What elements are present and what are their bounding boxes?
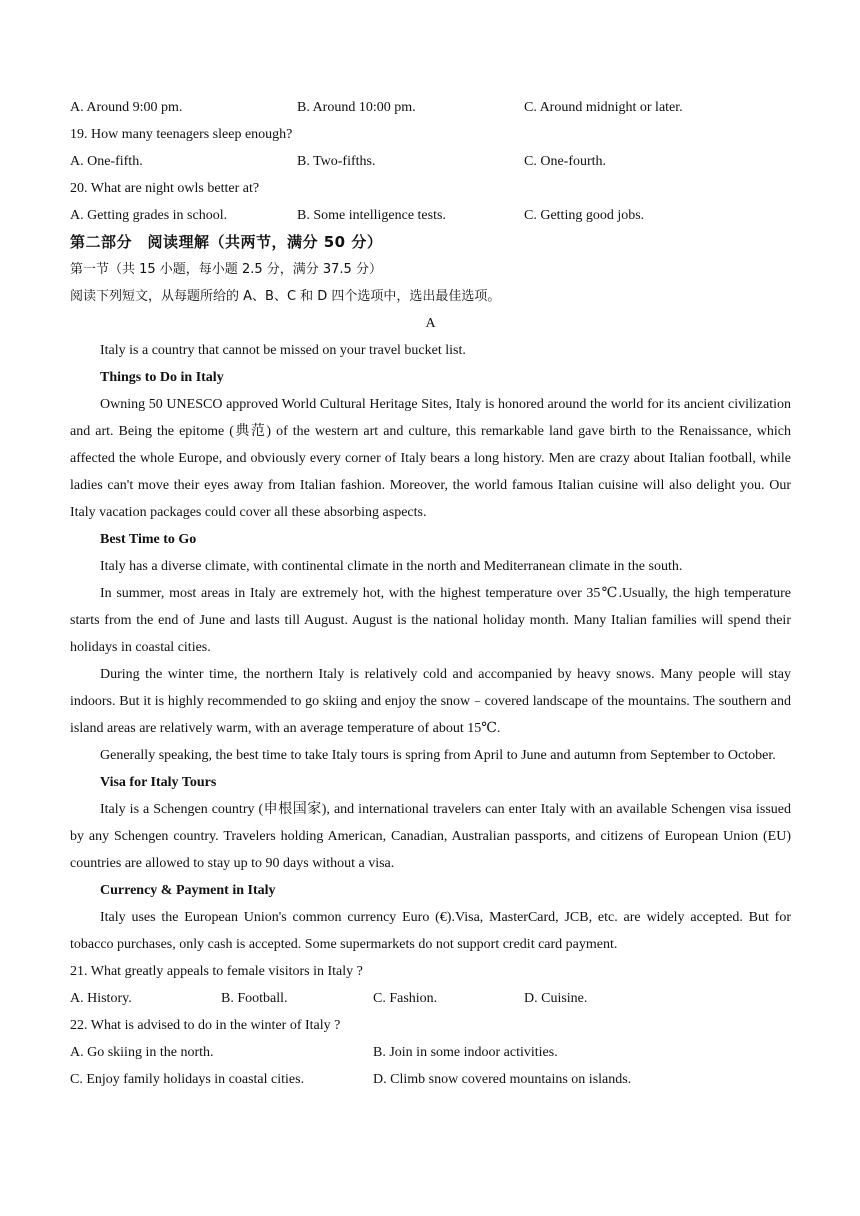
q19-stem: 19. How many teenagers sleep enough? <box>70 127 293 142</box>
q21-options <box>70 985 791 1012</box>
q22-option-c: C. Enjoy family holidays in coastal cities. <box>70 1072 305 1087</box>
q22-options-row1 <box>70 1039 791 1066</box>
heading-best-time: Best Time to Go <box>100 532 197 547</box>
q22-option-b: B. Join in some indoor activities. <box>373 1045 558 1060</box>
q20-options <box>70 202 791 229</box>
q21-stem: 21. What greatly appeals to female visitors in Italy ? <box>70 964 363 979</box>
q19-option-c: C. One-fourth. <box>524 154 607 169</box>
paragraph-currency: Italy uses the European Union's common currency Euro (€).Visa, MasterCard, JCB, etc. are widely accepted. But for tobacco purchases, only cash is accepted. Some supermarkets do not support credit card payment. <box>70 910 791 952</box>
heading-visa: Visa for Italy Tours <box>100 775 217 790</box>
section1-title: 第一节（共 15 小题，每小题 2.5 分，满分 37.5 分） <box>70 262 382 277</box>
q19-option-b: B. Two-fifths. <box>297 154 376 169</box>
q20-option-b: B. Some intelligence tests. <box>297 208 446 223</box>
q20-stem: 20. What are night owls better at? <box>70 181 260 196</box>
q22-stem: 22. What is advised to do in the winter of Italy ? <box>70 1018 341 1033</box>
q18-option-c: C. Around midnight or later. <box>524 100 683 115</box>
paragraph-best-4: Generally speaking, the best time to take Italy tours is spring from April to June and autumn from September to October. <box>100 748 776 763</box>
instruction: 阅读下列短文，从每题所给的 A、B、C 和 D 四个选项中，选出最佳选项。 <box>70 289 501 304</box>
q21-option-d: D. Cuisine. <box>524 991 588 1006</box>
q18-options <box>70 94 791 121</box>
paragraph-best-3: During the winter time, the northern Italy is relatively cold and accompanied by heavy snows. Many people will stay indoors. But it is highly recommended to go skiing and enjoy the snow﹣covered landscape of the mountains. The southern and island areas are relatively warm, with an average temperature of about 15℃. <box>70 667 791 736</box>
q21-option-b: B. Football. <box>221 991 288 1006</box>
q22-options-row2 <box>70 1066 791 1093</box>
exam-page <box>70 94 791 1093</box>
q22-option-a: A. Go skiing in the north. <box>70 1045 214 1060</box>
q22-option-d: D. Climb snow covered mountains on islands. <box>373 1072 632 1087</box>
paragraph-best-1: Italy has a diverse climate, with continental climate in the north and Mediterranean climate in the south. <box>100 559 683 574</box>
paragraph-best-2: In summer, most areas in Italy are extremely hot, with the highest temperature over 35℃.Usually, the high temperature starts from the end of June and lasts till August. August is the national holiday month. Many Italian families will spend their holidays in coastal cities. <box>70 586 791 655</box>
paragraph-visa: Italy is a Schengen country (申根国家), and international travelers can enter Italy with an available Schengen visa issued by any Schengen country. Travelers holding American, Canadian, Australian passports, and citizens of European Union (EU) countries are allowed to stay up to 90 days without a visa. <box>70 802 791 871</box>
passage-letter: A <box>425 316 436 331</box>
q19-options <box>70 148 791 175</box>
heading-currency: Currency & Payment in Italy <box>100 883 276 898</box>
q21-option-a: A. History. <box>70 991 132 1006</box>
part2-title: 第二部分 阅读理解（共两节，满分 50 分） <box>70 233 383 251</box>
q18-option-b: B. Around 10:00 pm. <box>297 100 416 115</box>
q18-option-a: A. Around 9:00 pm. <box>70 100 183 115</box>
q19-option-a: A. One-fifth. <box>70 154 143 169</box>
heading-things: Things to Do in Italy <box>100 370 224 385</box>
paragraph-things: Owning 50 UNESCO approved World Cultural Heritage Sites, Italy is honored around the world for its ancient civilization and art. Being the epitome (典范) of the western art and culture, this remarkable land gave birth to the Renaissance, which affected the whole Europe, and obviously every corner of Italy bears a long history. Men are crazy about Italian football, while ladies can't move their eyes away from Italian fashion. Moreover, the world famous Italian cuisine will also delight you. Our Italy vacation packages could cover all these absorbing aspects. <box>70 397 791 520</box>
passage-intro: Italy is a country that cannot be missed on your travel bucket list. <box>100 343 466 358</box>
q20-option-c: C. Getting good jobs. <box>524 208 645 223</box>
q21-option-c: C. Fashion. <box>373 991 438 1006</box>
q20-option-a: A. Getting grades in school. <box>70 208 228 223</box>
